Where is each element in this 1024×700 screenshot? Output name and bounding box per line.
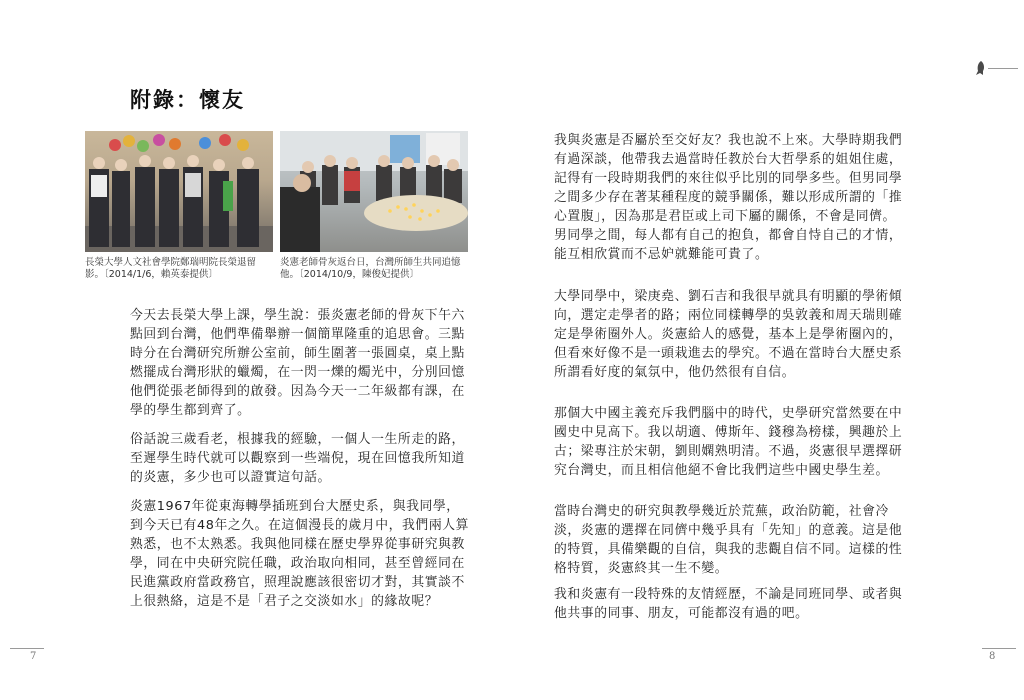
paragraph: 那個大中國主義充斥我們腦中的時代，史學研究當然要在中國史中見高下。我以胡適、傅斯年、錢穆為榜樣，興趣於上古；梁專注於宋朝，劉則嫻熟明清。不過，炎憲很早選擇研究台灣史，而且相信他絕不會比我們這些中國史學生差。: [554, 406, 903, 478]
paragraph: 當時台灣史的研究與教學幾近於荒蕪，政治防範，社會冷淡，炎憲的選擇在同儕中幾乎具有「先知」的意義。這是他的特質，具備樂觀的自信，與我的悲觀自信不同。這樣的性格特質，炎憲終其一生不變。: [554, 504, 903, 576]
paragraph: 炎憲1967年從東海轉學插班到台大歷史系，與我同學，到今天已有48年之久。在這個漫長的歲月中，我們兩人算熟悉，也不太熟悉。我與他同樣在歷史學界從事研究與教學，同在中央研究院任職，政治取向相同，甚至曾經同在民進黨政府當政務官，照理說應該很密切才對，其實談不上很熱絡，這是不是「君子之交淡如水」的緣故呢？: [130, 499, 470, 609]
paragraph: 大學同學中，梁庚堯、劉石吉和我很早就具有明顯的學術傾向，選定走學者的路；兩位同樣轉學的吳敦義和周天瑞則確定是學術圈外人。炎憲給人的感覺，基本上是學術圈內的，但看來好像不是一頭栽進去的學究。不過在當時台大歷史系所謂看好度的氣氛中，他仍然很有自信。: [554, 289, 903, 380]
paragraph: 我和炎憲有一段特殊的友情經歷，不論是同班同學、或者與他共事的同事、朋友，可能都沒有過的吧。: [554, 587, 903, 621]
footer-rule: [982, 648, 1016, 649]
photo-caption: 長榮大學人文社會學院鄭瑞明院長榮退留影。〔2014/1/6，賴英泰提供〕: [85, 257, 257, 280]
paragraph: 今天去長榮大學上課，學生說：張炎憲老師的骨灰下午六點回到台灣，他們準備舉辦一個簡單隆重的追思會。三點時分在台灣研究所辦公室前，師生圍著一張圓桌，桌上點燃擺成台灣形狀的蠟燭，在一閃一爍的燭光中，分別回憶他們從張老師得到的啟發。因為今天一二年級都有課，在學的學生都到齊了。: [130, 308, 465, 418]
page-title: 附錄：懷友: [130, 88, 245, 112]
paragraph: 俗話說三歲看老，根據我的經驗，一個人一生所走的路，至遲學生時代就可以觀察到一些端倪，現在回憶我所知道的炎憲，多少也可以證實這句話。: [130, 432, 465, 485]
header-rule: [988, 68, 1018, 69]
group-photo-illustration: [85, 131, 273, 252]
memorial-photo: [280, 131, 468, 252]
bird-ornament-icon: [974, 60, 988, 80]
memorial-photo-illustration: [280, 131, 468, 252]
paragraph: 我與炎憲是否屬於至交好友？我也說不上來。大學時期我們有過深談，他帶我去過當時任教於台大哲學系的姐姐住處，記得有一段時期我們的來往似乎比別的同學多些。但男同學之間多少存在著某種程度的競爭關係，難以形成所謂的「推心置腹」，因為那是君臣或上司下屬的關係，不會是同儕。男同學之間，每人都有自己的抱負，都會自恃自己的才情，能互相欣賞而不忌妒就難能可貴了。: [554, 133, 903, 262]
group-photo: [85, 131, 273, 252]
photo-caption: 炎憲老師骨灰返台日，台灣所師生共同追憶他。〔2014/10/9，陳俊妃提供〕: [280, 257, 461, 280]
footer-rule: [10, 648, 44, 649]
right-page: [512, 0, 1024, 700]
page-number: 7: [30, 651, 37, 662]
page-number: 8: [989, 651, 996, 662]
